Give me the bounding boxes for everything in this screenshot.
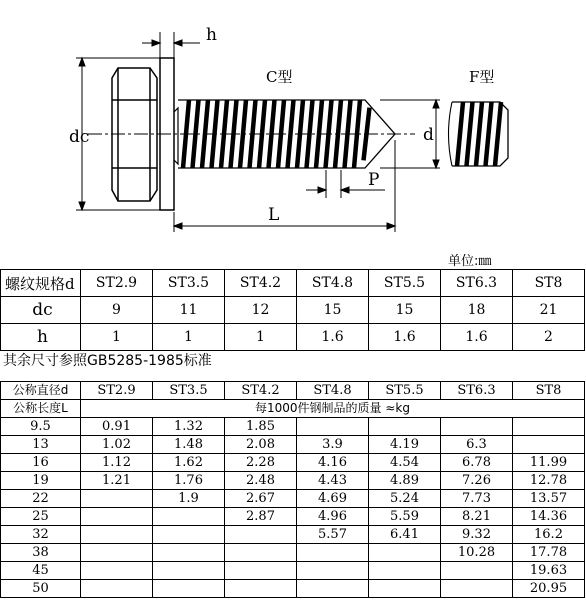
mass-cell: 4.96 (297, 508, 369, 526)
mass-cell: 16.2 (513, 526, 585, 544)
table-row (1, 526, 585, 544)
table-header-cell: ST3.5 (153, 382, 225, 400)
mass-cell: 5.59 (369, 508, 441, 526)
mass-cell: 17.78 (513, 544, 585, 562)
mass-cell (369, 562, 441, 580)
f-type-label: F型 (469, 68, 495, 86)
mass-cell (81, 490, 153, 508)
table-cell: 2 (513, 324, 585, 351)
c-type-label: C型 (266, 68, 293, 86)
mass-table (0, 381, 585, 598)
table-row (1, 297, 585, 324)
mass-cell (513, 436, 585, 454)
mass-cell: 2.08 (225, 436, 297, 454)
f-type-threads (457, 102, 501, 166)
table-cell: 12 (225, 297, 297, 324)
mass-cell: 8.21 (441, 508, 513, 526)
mass-cell (225, 562, 297, 580)
table-row (1, 544, 585, 562)
table-header-cell: ST4.2 (225, 270, 297, 297)
length-cell: 38 (1, 544, 81, 562)
mass-cell (297, 544, 369, 562)
table-cell: 1 (81, 324, 153, 351)
mass-cell: 4.43 (297, 472, 369, 490)
table-row (1, 562, 585, 580)
length-cell: 16 (1, 454, 81, 472)
table-cell: 18 (441, 297, 513, 324)
table-row (1, 472, 585, 490)
table-cell: 15 (297, 297, 369, 324)
mass-cell: 1.85 (225, 418, 297, 436)
table-header-cell: ST4.8 (297, 270, 369, 297)
mass-cell: 0.91 (81, 418, 153, 436)
table-header-cell: ST2.9 (81, 270, 153, 297)
table-header-cell: ST3.5 (153, 270, 225, 297)
standard-note: 其余尺寸参照GB5285-1985标准 (3, 353, 212, 369)
mass-cell: 6.78 (441, 454, 513, 472)
length-cell: 22 (1, 490, 81, 508)
table-header-cell: ST5.5 (369, 270, 441, 297)
mass-cell: 10.28 (441, 544, 513, 562)
table-cell: 1 (153, 324, 225, 351)
mass-cell (153, 526, 225, 544)
unit-label: 单位:㎜ (448, 254, 492, 269)
mass-cell: 1.48 (153, 436, 225, 454)
mass-cell (441, 562, 513, 580)
mass-cell: 1.12 (81, 454, 153, 472)
mass-cell: 7.26 (441, 472, 513, 490)
mass-cell: 11.99 (513, 454, 585, 472)
h-dimension (142, 32, 200, 58)
mass-cell: 6.41 (369, 526, 441, 544)
l-label: L (268, 205, 280, 225)
table-cell: 9 (81, 297, 153, 324)
mass-cell: 1.9 (153, 490, 225, 508)
mass-cell: 2.48 (225, 472, 297, 490)
mass-cell: 2.67 (225, 490, 297, 508)
mass-cell (81, 544, 153, 562)
mass-cell (81, 526, 153, 544)
table-header-cell: ST6.3 (441, 382, 513, 400)
table-cell: 1.6 (441, 324, 513, 351)
mass-cell: 5.57 (297, 526, 369, 544)
table-header-cell: 螺纹规格d (1, 270, 81, 297)
mass-cell: 4.89 (369, 472, 441, 490)
mass-cell: 19.63 (513, 562, 585, 580)
mass-cell (81, 562, 153, 580)
mass-cell: 1.76 (153, 472, 225, 490)
table-header-cell: ST8 (513, 270, 585, 297)
table-cell: 11 (153, 297, 225, 324)
mass-cell: 13.57 (513, 490, 585, 508)
table-row (1, 436, 585, 454)
mass-cell (441, 418, 513, 436)
table-row (1, 580, 585, 598)
length-cell: 9.5 (1, 418, 81, 436)
mass-cell: 1.62 (153, 454, 225, 472)
d-label: d (423, 125, 434, 145)
mass-cell: 4.19 (369, 436, 441, 454)
mass-cell (225, 526, 297, 544)
mass-cell (153, 562, 225, 580)
length-cell: 25 (1, 508, 81, 526)
mass-cell: 4.69 (297, 490, 369, 508)
mass-table-subheader (1, 400, 585, 418)
table-cell: dc (1, 297, 81, 324)
mass-cell: 12.78 (513, 472, 585, 490)
mass-cell (441, 580, 513, 598)
spec-table-header (1, 270, 585, 297)
table-cell: 1.6 (297, 324, 369, 351)
mass-cell: 20.95 (513, 580, 585, 598)
mass-table-body (1, 418, 585, 598)
mass-cell (369, 544, 441, 562)
mass-cell (369, 580, 441, 598)
mass-cell: 2.87 (225, 508, 297, 526)
mass-cell (297, 580, 369, 598)
p-label: P (368, 170, 380, 190)
length-cell: 50 (1, 580, 81, 598)
mass-cell (513, 418, 585, 436)
table-header-cell: ST5.5 (369, 382, 441, 400)
mass-cell (225, 580, 297, 598)
table-header-cell: 公称直径d (1, 382, 81, 400)
table-header-cell: ST4.2 (225, 382, 297, 400)
mass-table-header (1, 382, 585, 400)
mass-cell (81, 508, 153, 526)
mass-cell: 9.32 (441, 526, 513, 544)
table-cell: 1 (225, 324, 297, 351)
mass-cell (297, 418, 369, 436)
length-cell: 45 (1, 562, 81, 580)
mass-cell: 2.28 (225, 454, 297, 472)
screw-drawing (0, 0, 586, 265)
mass-cell: 1.32 (153, 418, 225, 436)
mass-cell (153, 544, 225, 562)
mass-cell: 7.73 (441, 490, 513, 508)
l-dimension (174, 140, 395, 232)
length-cell: 32 (1, 526, 81, 544)
f-type-shank (449, 102, 509, 166)
mass-unit-caption: 每1000件钢制品的质量 ≈kg (81, 400, 585, 418)
table-header-cell: ST8 (513, 382, 585, 400)
table-cell: 15 (369, 297, 441, 324)
length-cell: 19 (1, 472, 81, 490)
spec-table (0, 269, 585, 351)
length-cell: 13 (1, 436, 81, 454)
table-row (1, 454, 585, 472)
table-row (1, 490, 585, 508)
mass-cell: 4.54 (369, 454, 441, 472)
dc-label: dc (69, 127, 90, 147)
mass-cell: 14.36 (513, 508, 585, 526)
table-header-cell: ST6.3 (441, 270, 513, 297)
table-cell: h (1, 324, 81, 351)
table-row (1, 508, 585, 526)
table-row (1, 418, 585, 436)
table-header-cell: ST2.9 (81, 382, 153, 400)
mass-cell (369, 418, 441, 436)
mass-cell (297, 562, 369, 580)
table-header-cell: 公称长度L (1, 400, 81, 418)
table-row (1, 324, 585, 351)
table-cell: 1.6 (369, 324, 441, 351)
mass-cell: 5.24 (369, 490, 441, 508)
mass-cell (81, 580, 153, 598)
h-label: h (206, 25, 217, 45)
mass-cell (153, 580, 225, 598)
mass-cell (153, 508, 225, 526)
mass-cell: 4.16 (297, 454, 369, 472)
table-cell: 21 (513, 297, 585, 324)
mass-cell: 3.9 (297, 436, 369, 454)
table-header-cell: ST4.8 (297, 382, 369, 400)
mass-cell: 1.02 (81, 436, 153, 454)
mass-cell: 1.21 (81, 472, 153, 490)
mass-cell (225, 544, 297, 562)
mass-cell: 6.3 (441, 436, 513, 454)
